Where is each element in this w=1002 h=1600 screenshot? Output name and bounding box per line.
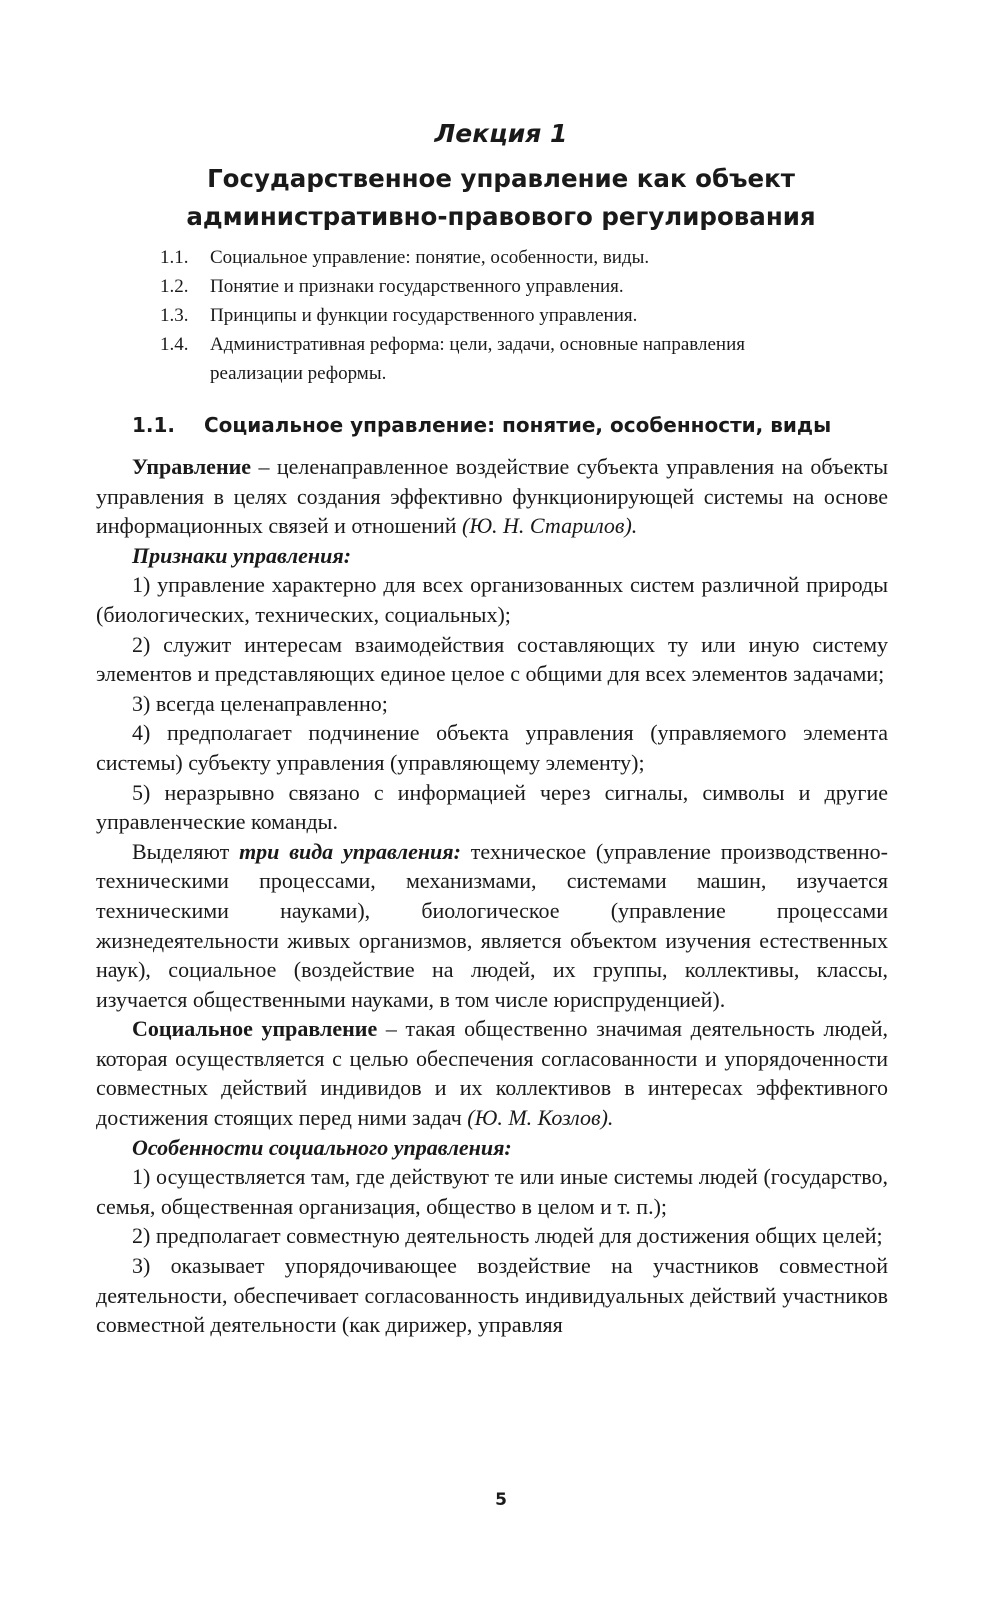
list-heading: Особенности социального управления:: [132, 1134, 512, 1160]
list-item: 1) управление характерно для всех организованных систем различной природы (биологических, технических, социальных);: [96, 572, 888, 627]
toc-item-text: Понятие и признаки государственного управления.: [210, 276, 624, 297]
table-of-contents: [160, 243, 820, 388]
list-item: 3) всегда целенаправленно;: [132, 690, 388, 716]
definition-text: – такая общественно значимая деятельность людей, которая осуществляется с целью обеспечения согласованности и упорядоченности совместных действий индивидов и их коллективов в интересах эффективного достижения стоящих перед ними задач: [96, 1016, 888, 1131]
toc-item-text: Принципы и функции государственного управления.: [210, 305, 638, 326]
section-number: 1.1.: [132, 413, 176, 437]
toc-item-text: Административная реформа: цели, задачи, основные направления реализации реформы.: [210, 334, 745, 384]
list-item: 2) предполагает совместную деятельность людей для достижения общих целей;: [132, 1223, 883, 1249]
lecture-label: Лекция 1: [434, 119, 568, 148]
toc-item-number: 1.2.: [160, 276, 189, 297]
body-text: [96, 452, 888, 1340]
section-title: Социальное управление: понятие, особенности, виды: [204, 413, 832, 437]
toc-item: [160, 243, 820, 272]
lecture-title-line: административно-правового регулирования: [186, 202, 816, 231]
toc-item-number: 1.1.: [160, 247, 189, 268]
list-heading: Признаки управления:: [132, 542, 352, 568]
definition-paragraph: [96, 452, 888, 541]
citation: (Ю. М. Козлов).: [467, 1105, 614, 1131]
types-paragraph: Выделяют три вида управления: техническое (управление производственно-техническими процессами, механизмами, системами машин, изучается техническими науками), биологическое (управление процессами жизнедеятельности живых организмов, является объектом изучения естественных наук), социальное (воздействие на людей, их группы, коллективы, классы, изучается общественными науками, в том числе юриспруденцией).: [96, 838, 888, 1012]
page-number: 5: [495, 1490, 507, 1510]
section-heading: [132, 410, 892, 440]
list-item: 3) оказывает упорядочивающее воздействие на участников совместной деятельности, обеспечивает согласованность индивидуальных действий участников совместной деятельности (как дирижер, управляя: [96, 1253, 888, 1338]
lecture-title-line: Государственное управление как объект: [207, 164, 795, 193]
lecture-title: [60, 160, 942, 236]
list-item: 1) осуществляется там, где действуют те или иные системы людей (государство, семья, общественная организация, общество в целом и т. п.);: [96, 1164, 888, 1219]
list-item: 2) служит интересам взаимодействия составляющих ту или иную систему элементов и представляющих единое целое с общими для всех элементов задачами;: [96, 631, 888, 687]
citation: (Ю. Н. Старилов).: [462, 513, 638, 539]
defined-term: Управление: [132, 454, 252, 479]
toc-item-text: Социальное управление: понятие, особенности, виды.: [210, 247, 650, 268]
list-item: 4) предполагает подчинение объекта управления (управляемого элемента системы) субъекту управления (управляющему элементу);: [96, 720, 888, 775]
toc-item: [160, 272, 820, 301]
list-item: 5) неразрывно связано с информацией через сигналы, символы и другие управленческие команды.: [96, 779, 888, 835]
toc-item-number: 1.3.: [160, 305, 189, 326]
definition-text: – целенаправленное воздействие субъекта управления на объекты управления в целях создания эффективно функционирующей системы на основе информационных связей и отношений: [96, 454, 888, 539]
toc-item: [160, 330, 820, 388]
definition-paragraph: [96, 1014, 888, 1132]
emphasized-term: три вида управления:: [239, 838, 461, 864]
toc-item-number: 1.4.: [160, 334, 189, 355]
defined-term: Социальное управление: [132, 1016, 378, 1042]
toc-item: [160, 301, 820, 330]
